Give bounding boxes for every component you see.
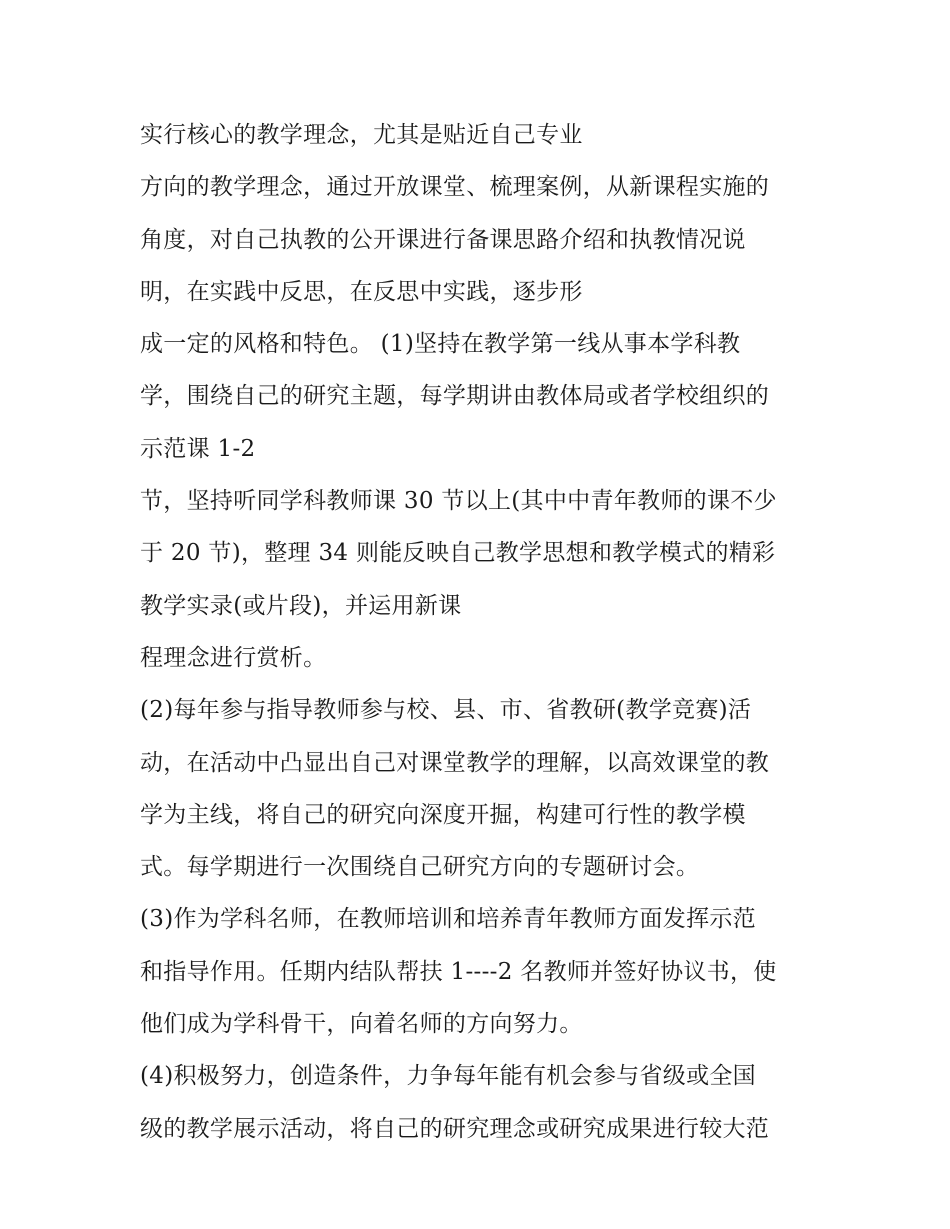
text-line: 级的教学展示活动，将自己的研究理念或研究成果进行较大范 bbox=[140, 1115, 770, 1142]
text-line: 学为主线，将自己的研究向深度开掘，构建可行性的教学模 bbox=[140, 801, 746, 828]
text-line: (2)每年参与指导教师参与校、县、市、省教研(教学竞赛)活 bbox=[140, 697, 752, 724]
text-line: 明，在实践中反思，在反思中实践，逐步形 bbox=[140, 278, 583, 305]
text-line: 成一定的风格和特色。 (1)坚持在教学第一线从事本学科教 bbox=[140, 331, 741, 358]
text-line: 学，围绕自己的研究主题，每学期讲由教体局或者学校组织的 bbox=[140, 383, 770, 410]
text-line: 节，坚持听同学科教师课 30 节以上(其中中青年教师的课不少 bbox=[140, 488, 777, 515]
document-body bbox=[140, 109, 820, 1155]
text-line: 和指导作用。任期内结队帮扶 1----2 名教师并签好协议书，使 bbox=[140, 958, 777, 985]
text-line: 于 20 节)，整理 34 则能反映自己教学思想和教学模式的精彩 bbox=[140, 540, 776, 567]
text-line: 程理念进行赏析。 bbox=[140, 644, 327, 671]
text-line: (4)积极努力，创造条件，力争每年能有机会参与省级或全国 bbox=[140, 1063, 756, 1090]
text-line: 动，在活动中凸显出自己对课堂教学的理解，以高效课堂的教 bbox=[140, 749, 770, 776]
text-line: 实行核心的教学理念，尤其是贴近自己专业 bbox=[140, 122, 583, 148]
text-line: 方向的教学理念，通过开放课堂、梳理案例，从新课程实施的 bbox=[140, 174, 770, 201]
text-line: 他们成为学科骨干，向着名师的方向努力。 bbox=[140, 1011, 583, 1038]
text-line: 教学实录(或片段)，并运用新课 bbox=[140, 592, 462, 619]
text-line: (3)作为学科名师，在教师培训和培养青年教师方面发挥示范 bbox=[140, 906, 756, 933]
text-line: 示范课 1-2 bbox=[140, 435, 256, 462]
text-line: 角度，对自己执教的公开课进行备课思路介绍和执教情况说 bbox=[140, 226, 746, 253]
text-line: 式。每学期进行一次围绕自己研究方向的专题研讨会。 bbox=[140, 854, 700, 881]
